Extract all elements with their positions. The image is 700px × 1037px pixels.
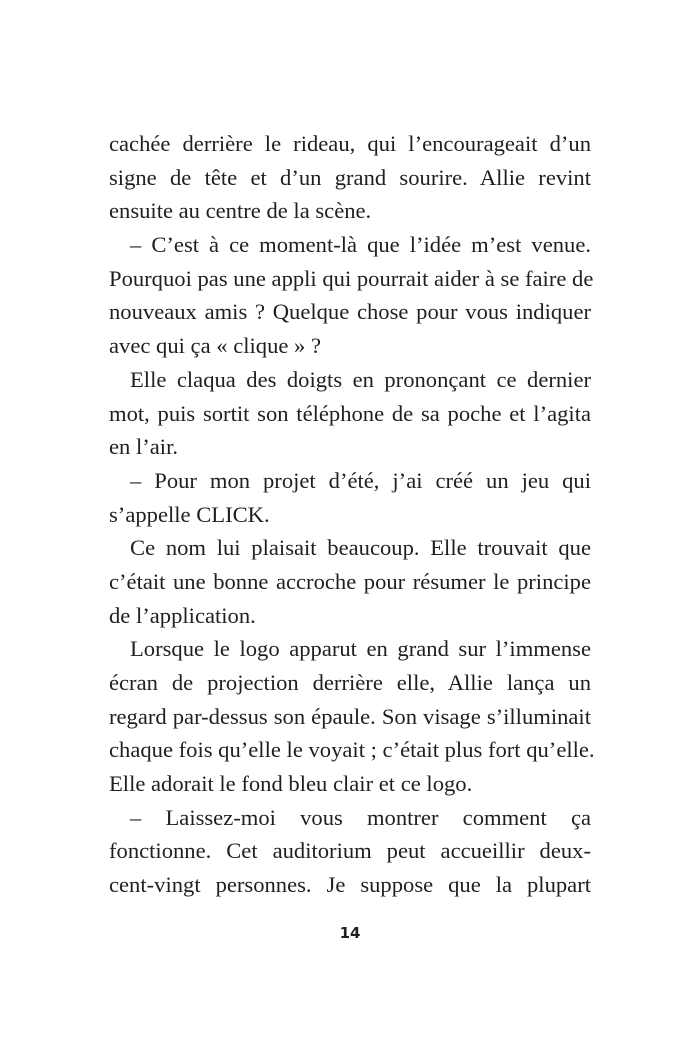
text-line: c’était une bonne accroche pour résumer le principe: [109, 568, 591, 594]
text-line: fonctionne. Cet auditorium peut accueillir deux-: [109, 838, 591, 864]
text-line: Pourquoi pas une appli qui pourrait aider à se faire de: [109, 265, 594, 291]
text-line: signe de tête et d’un grand sourire. Allie revint: [109, 164, 591, 190]
text-line: Ce nom lui plaisait beaucoup. Elle trouvait que: [130, 535, 591, 561]
text-line: – C’est à ce moment-là que l’idée m’est venue.: [130, 232, 591, 258]
text-line: nouveaux amis ? Quelque chose pour vous indiquer: [109, 299, 591, 325]
text-line: Elle claqua des doigts en prononçant ce dernier: [130, 366, 591, 392]
text-line: ensuite au centre de la scène.: [109, 198, 372, 224]
text-line: écran de projection derrière elle, Allie lança un: [109, 670, 591, 695]
text-line: s’appelle CLICK.: [109, 501, 270, 527]
text-line: Elle adorait le fond bleu clair et ce logo.: [109, 771, 473, 797]
text-line: mot, puis sortit son téléphone de sa poche et l’agita: [109, 400, 591, 426]
text-line: de l’application.: [109, 602, 256, 628]
text-line: cachée derrière le rideau, qui l’encourageait d’un: [109, 131, 591, 156]
text-line: – Laissez-moi vous montrer comment ça: [130, 804, 591, 830]
text-line: cent-vingt personnes. Je suppose que la plupart: [109, 872, 591, 898]
text-line: avec qui ça « clique » ?: [109, 333, 322, 359]
text-line: chaque fois qu’elle le voyait ; c’était plus fort qu’elle.: [109, 737, 595, 763]
body-text: [109, 127, 595, 902]
text-line: en l’air.: [109, 434, 179, 460]
text-line: – Pour mon projet d’été, j’ai créé un jeu qui: [130, 467, 591, 493]
page-number: 14: [339, 924, 361, 942]
text-line: regard par-dessus son épaule. Son visage s’illuminait: [109, 703, 591, 729]
text-line: Lorsque le logo apparut en grand sur l’immense: [130, 636, 591, 662]
